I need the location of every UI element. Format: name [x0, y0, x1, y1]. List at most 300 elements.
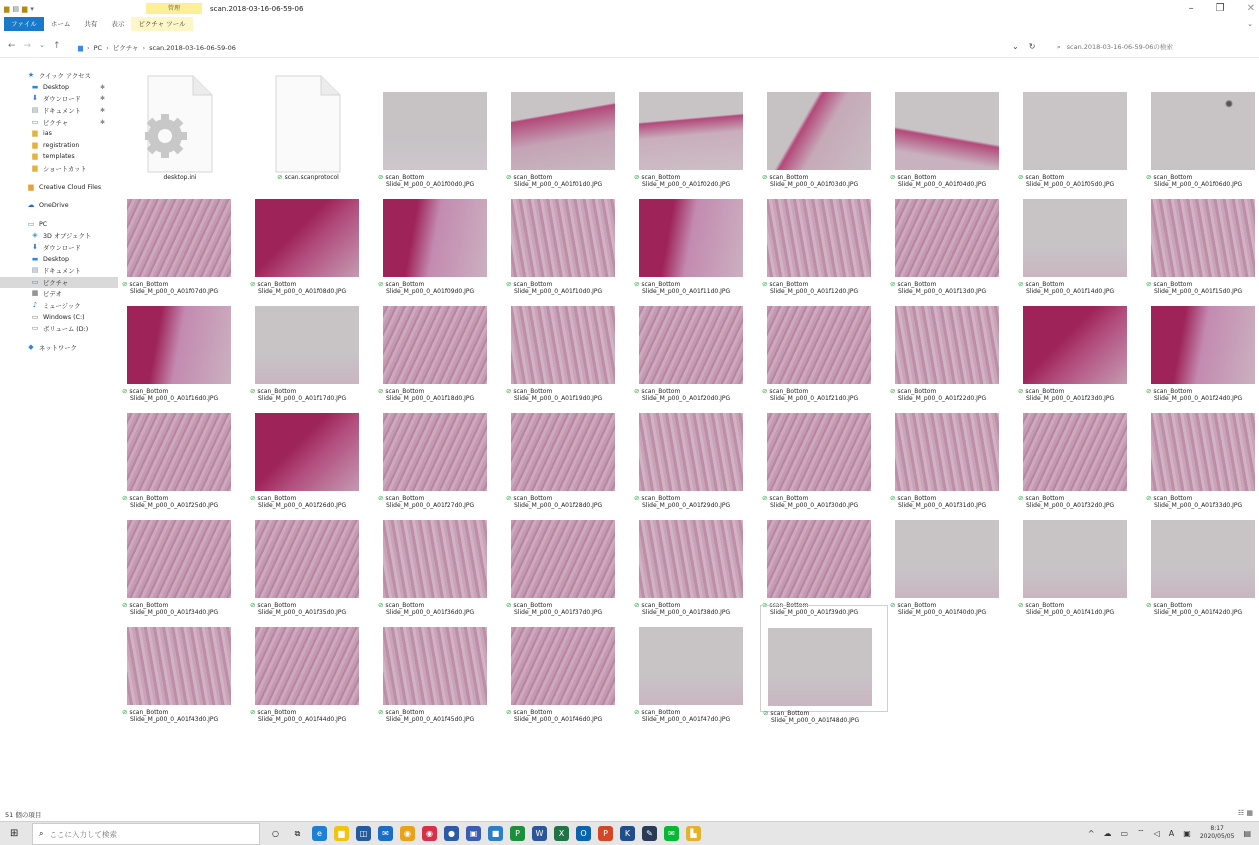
image-thumbnail	[511, 627, 615, 705]
app-blue-icon[interactable]: ▣	[466, 826, 481, 841]
recent-locations-icon[interactable]: ⌄	[39, 41, 45, 49]
pictures-folder-icon: ▆	[78, 43, 83, 52]
file-name-line1: scan_Bottom	[129, 602, 169, 609]
file-name-line1: scan_Bottom	[769, 174, 809, 181]
sync-status-icon: ⊘	[506, 708, 512, 716]
drive-icon: ▭	[31, 324, 39, 333]
sync-status-icon: ⊘	[890, 601, 896, 609]
sync-status-icon: ⊘	[122, 280, 128, 288]
file-name-line1: scan_Bottom	[769, 495, 809, 502]
breadcrumb-folder[interactable]: scan.2018-03-16-06-59-06	[149, 43, 236, 52]
file-name-line2: Slide_M_p00_0_A01f10d0.JPG	[514, 288, 603, 296]
image-tile[interactable]	[888, 177, 1016, 296]
clock-time: 8:17	[1210, 825, 1224, 832]
powerpoint-icon[interactable]: P	[598, 826, 613, 841]
file-name-line1: scan_Bottom	[513, 388, 553, 395]
sync-status-icon: ⊘	[1146, 601, 1152, 609]
file-name-line1: scan_Bottom	[1153, 495, 1193, 502]
address-bar	[0, 36, 1259, 58]
chevron-right-icon: ›	[87, 43, 90, 52]
sidebar-item-label: ミュージック	[43, 302, 81, 310]
breadcrumb-pictures[interactable]: ピクチャ	[112, 44, 139, 52]
file-name-line1: scan_Bottom	[1025, 495, 1065, 502]
image-thumbnail	[127, 306, 231, 384]
image-thumbnail	[639, 306, 743, 384]
image-tile[interactable]	[376, 177, 504, 296]
image-thumbnail	[895, 199, 999, 277]
file-name-line2: Slide_M_p00_0_A01f13d0.JPG	[898, 288, 987, 296]
sync-status-icon: ⊘	[378, 601, 384, 609]
file-name	[1146, 602, 1259, 616]
sidebar-item-label: ビデオ	[43, 291, 62, 299]
file-name-line2: Slide_M_p00_0_A01f34d0.JPG	[130, 609, 219, 617]
sync-status-icon: ⊘	[1018, 173, 1024, 181]
image-tile[interactable]	[120, 605, 248, 724]
file-name-line1: scan_Bottom	[770, 710, 810, 717]
chevron-up-icon[interactable]: ^	[1087, 828, 1095, 838]
sync-status-icon: ⊘	[506, 601, 512, 609]
sync-status-icon: ⊘	[634, 173, 640, 181]
image-tile[interactable]	[1016, 284, 1144, 403]
search-box[interactable]	[1057, 40, 1247, 54]
image-tile[interactable]	[888, 498, 1016, 617]
image-tile[interactable]	[248, 391, 376, 510]
app-teal-icon[interactable]: ■	[488, 826, 503, 841]
image-tile[interactable]	[1016, 70, 1144, 189]
clock[interactable]	[1200, 825, 1235, 841]
forward-icon[interactable]: →	[23, 41, 32, 51]
app-dark-icon[interactable]: ✎	[642, 826, 657, 841]
file-name-line1: scan_Bottom	[769, 388, 809, 395]
chevron-down-icon[interactable]: ⌄	[1247, 20, 1253, 28]
app-k-icon[interactable]: K	[620, 826, 635, 841]
image-tile[interactable]	[376, 391, 504, 510]
image-thumbnail	[767, 306, 871, 384]
file-name-line2: Slide_M_p00_0_A01f00d0.JPG	[386, 181, 475, 189]
file-name-line1: scan_Bottom	[513, 602, 553, 609]
file-name-line1: scan_Bottom	[641, 388, 681, 395]
volume-icon[interactable]: ◁	[1153, 828, 1160, 838]
image-thumbnail	[127, 520, 231, 598]
sync-status-icon: ⊘	[634, 387, 640, 395]
chrome-icon[interactable]: ◉	[400, 826, 415, 841]
file-tile[interactable]	[120, 70, 248, 181]
file-name	[890, 602, 1018, 616]
sidebar-item-pc-child[interactable]	[0, 277, 118, 289]
sync-status-icon: ⊘	[1146, 387, 1152, 395]
restore-icon[interactable]: ❐	[1215, 3, 1225, 14]
image-thumbnail	[639, 92, 743, 170]
refresh-icon[interactable]: ↻	[1028, 42, 1036, 51]
image-tile[interactable]	[1016, 177, 1144, 296]
excel-icon[interactable]: X	[554, 826, 569, 841]
sidebar-item-label: クイック アクセス	[39, 73, 91, 81]
file-name	[763, 710, 891, 724]
file-name-line1: scan_Bottom	[641, 495, 681, 502]
image-tile[interactable]	[760, 605, 888, 725]
image-tile[interactable]	[1016, 498, 1144, 617]
image-tile[interactable]	[1144, 391, 1259, 510]
image-tile[interactable]	[376, 498, 504, 617]
sidebar-item-qa[interactable]	[0, 93, 118, 105]
image-thumbnail	[1151, 520, 1255, 598]
sync-status-icon: ⊘	[506, 387, 512, 395]
pin-icon: ✱	[100, 118, 106, 126]
ime-indicator[interactable]: A	[1168, 828, 1175, 838]
sidebar-item-network[interactable]	[0, 341, 118, 353]
notification-icon[interactable]: ▤	[1243, 828, 1251, 838]
tab-picture-tools[interactable]: ピクチャ ツール	[131, 17, 192, 31]
ime-pad-icon[interactable]: ▣	[1183, 828, 1191, 838]
image-thumbnail	[383, 413, 487, 491]
sync-status-icon: ⊘	[122, 601, 128, 609]
file-name-line2: Slide_M_p00_0_A01f16d0.JPG	[130, 395, 219, 403]
file-name-line1: scan_Bottom	[641, 174, 681, 181]
image-tile[interactable]	[504, 605, 632, 724]
image-thumbnail	[895, 92, 999, 170]
taskbar-search-input[interactable]	[49, 830, 239, 839]
sync-status-icon: ⊘	[250, 494, 256, 502]
sync-status-icon: ⊘	[378, 708, 384, 716]
sidebar-spacer	[0, 212, 118, 219]
tab-home[interactable]: ホーム	[50, 20, 71, 28]
image-thumbnail	[1023, 306, 1127, 384]
image-thumbnail	[768, 628, 872, 706]
file-name-line1: scan_Bottom	[1153, 174, 1193, 181]
file-name-line1: scan_Bottom	[257, 495, 297, 502]
sidebar-item-creative-cloud[interactable]	[0, 181, 118, 193]
image-thumbnail	[511, 199, 615, 277]
image-thumbnail	[383, 627, 487, 705]
store-icon[interactable]: ◫	[356, 826, 371, 841]
sidebar-item-qa[interactable]	[0, 128, 118, 140]
chevron-down-icon[interactable]: ▾	[30, 5, 34, 13]
task-view-icon[interactable]: ⧉	[294, 829, 301, 838]
close-icon[interactable]: ✕	[1246, 3, 1255, 14]
file-name-line1: scan_Bottom	[641, 709, 681, 716]
image-tile[interactable]	[888, 391, 1016, 510]
sidebar-item-pc-child[interactable]	[0, 323, 118, 335]
windows-start-icon[interactable]: ⊞	[10, 828, 19, 839]
pin-icon: ✱	[100, 83, 106, 91]
file-name-line1: scan_Bottom	[129, 388, 169, 395]
image-thumbnail	[511, 520, 615, 598]
image-tile[interactable]	[504, 498, 632, 617]
file-name-line1: scan_Bottom	[1025, 388, 1065, 395]
sync-status-icon: ⊘	[250, 387, 256, 395]
image-thumbnail	[1023, 520, 1127, 598]
image-thumbnail	[1151, 92, 1255, 170]
image-tile[interactable]	[632, 70, 760, 189]
onedrive-tray-icon[interactable]: ☁	[1103, 828, 1112, 838]
image-tile[interactable]	[248, 177, 376, 296]
sidebar-spacer	[0, 334, 118, 341]
file-name-line2: Slide_M_p00_0_A01f08d0.JPG	[258, 288, 347, 296]
file-name-line1: scan_Bottom	[641, 281, 681, 288]
image-tile[interactable]	[120, 177, 248, 296]
sidebar-item-pc-child[interactable]	[0, 288, 118, 300]
back-icon[interactable]: ←	[8, 41, 16, 51]
image-tile[interactable]	[632, 391, 760, 510]
image-tile[interactable]	[248, 605, 376, 724]
image-thumbnail	[767, 199, 871, 277]
document-icon: ▤	[31, 106, 39, 115]
image-tile[interactable]	[888, 284, 1016, 403]
image-thumbnail	[255, 520, 359, 598]
file-name-line2: Slide_M_p00_0_A01f45d0.JPG	[386, 716, 475, 724]
image-thumbnail	[383, 199, 487, 277]
file-name-line1: scan_Bottom	[1153, 281, 1193, 288]
word-icon[interactable]: W	[532, 826, 547, 841]
sidebar-item-label: templates	[43, 153, 75, 161]
image-tile[interactable]	[1144, 70, 1259, 189]
folder-icon: ▆	[32, 129, 38, 138]
image-tile[interactable]	[120, 391, 248, 510]
navigation-buttons	[8, 41, 61, 51]
navigation-pane	[0, 70, 118, 810]
file-name-line2: Slide_M_p00_0_A01f27d0.JPG	[386, 502, 475, 510]
ribbon-tabs	[0, 16, 1259, 32]
pin-icon: ✱	[100, 107, 106, 115]
sidebar-item-pc[interactable]	[0, 219, 118, 231]
folder-icon[interactable]: ▆	[4, 5, 10, 13]
sync-status-icon: ⊘	[277, 173, 285, 181]
taskbar-search[interactable]	[32, 823, 260, 845]
image-tile[interactable]	[632, 498, 760, 617]
pycharm-icon[interactable]: P	[510, 826, 525, 841]
file-name-line2: Slide_M_p00_0_A01f18d0.JPG	[386, 395, 475, 403]
sidebar-item-label: OneDrive	[39, 202, 69, 210]
image-thumbnail	[639, 520, 743, 598]
file-name-line1: scan_Bottom	[129, 281, 169, 288]
breadcrumb-pc[interactable]: PC	[93, 43, 103, 52]
image-tile[interactable]	[760, 177, 888, 296]
image-tile[interactable]	[504, 284, 632, 403]
file-name-line1: scan_Bottom	[769, 602, 809, 609]
file-name-line2: Slide_M_p00_0_A01f17d0.JPG	[258, 395, 347, 403]
document-icon: ▤	[31, 266, 39, 275]
cortana-icon[interactable]: ○	[272, 829, 279, 838]
file-name-line2: Slide_M_p00_0_A01f22d0.JPG	[898, 395, 987, 403]
image-thumbnail	[383, 92, 487, 170]
image-tile[interactable]	[376, 284, 504, 403]
search-icon: ⌕	[39, 829, 44, 838]
file-name-line2: Slide_M_p00_0_A01f14d0.JPG	[1026, 288, 1115, 296]
sidebar-item-pc-child[interactable]	[0, 265, 118, 277]
github-icon[interactable]: ●	[444, 826, 459, 841]
image-tile[interactable]	[1144, 284, 1259, 403]
file-name-line2: Slide_M_p00_0_A01f29d0.JPG	[642, 502, 731, 510]
sidebar-item-qa[interactable]	[0, 151, 118, 163]
search-input[interactable]	[1067, 43, 1237, 51]
sidebar-item-label: ドキュメント	[43, 108, 81, 116]
file-name-line1: scan_Bottom	[257, 602, 297, 609]
mail-icon[interactable]: ✉	[378, 826, 393, 841]
clock-date: 2020/05/05	[1199, 833, 1235, 840]
image-thumbnail	[639, 413, 743, 491]
image-thumbnail	[255, 413, 359, 491]
breadcrumb[interactable]	[78, 43, 236, 52]
image-tile[interactable]	[760, 284, 888, 403]
sync-status-icon: ⊘	[122, 708, 128, 716]
file-name-line2: Slide_M_p00_0_A01f26d0.JPG	[258, 502, 347, 510]
pc-icon: ▭	[27, 219, 35, 228]
file-name-line2: Slide_M_p00_0_A01f32d0.JPG	[1026, 502, 1115, 510]
file-name-line2: Slide_M_p00_0_A01f03d0.JPG	[770, 181, 859, 189]
file-name-line2: Slide_M_p00_0_A01f19d0.JPG	[514, 395, 603, 403]
sync-status-icon: ⊘	[506, 280, 512, 288]
creative-cloud-icon: ▆	[28, 182, 34, 191]
context-tab-group: 管理	[146, 3, 202, 14]
file-name-line1: scan_Bottom	[257, 281, 297, 288]
file-name-line1: scan_Bottom	[1025, 602, 1065, 609]
window-controls	[1189, 3, 1255, 14]
image-thumbnail	[1023, 92, 1127, 170]
file-name-line1: scan_Bottom	[257, 388, 297, 395]
image-tile[interactable]	[632, 605, 760, 724]
sidebar-item-pc-child[interactable]	[0, 300, 118, 312]
desktop-icon: ▬	[31, 82, 39, 91]
file-explorer-icon[interactable]: ▆	[334, 826, 349, 841]
tab-view[interactable]: 表示	[111, 20, 125, 28]
sidebar-item-label: 3D オブジェクト	[43, 233, 92, 241]
image-thumbnail	[255, 199, 359, 277]
file-name-line1: scan_Bottom	[385, 174, 425, 181]
image-tile[interactable]	[120, 284, 248, 403]
image-tile[interactable]	[504, 177, 632, 296]
image-tile[interactable]	[248, 498, 376, 617]
sidebar-item-label: Creative Cloud Files	[39, 183, 102, 191]
sidebar-item-qa[interactable]	[0, 140, 118, 152]
image-tile[interactable]	[376, 605, 504, 724]
chevron-down-icon[interactable]: ⌄	[1012, 42, 1019, 51]
sidebar-item-pc-child[interactable]	[0, 311, 118, 323]
image-thumbnail	[767, 92, 871, 170]
image-thumbnail	[127, 627, 231, 705]
sidebar-item-label: ネットワーク	[39, 344, 77, 352]
download-icon: ⬇	[32, 94, 38, 103]
file-name-text: desktop.ini	[163, 174, 197, 181]
sidebar-item-onedrive[interactable]	[0, 200, 118, 212]
tab-file[interactable]: ファイル	[4, 17, 44, 31]
image-tile[interactable]	[760, 70, 888, 189]
image-tile[interactable]	[120, 498, 248, 617]
file-name	[378, 709, 506, 723]
properties-icon[interactable]: ▤	[12, 5, 20, 13]
sync-status-icon: ⊘	[890, 173, 896, 181]
file-name-line1: scan_Bottom	[513, 495, 553, 502]
image-tile[interactable]	[632, 284, 760, 403]
sidebar-item-qa[interactable]	[0, 82, 118, 94]
sidebar-item-label: ピクチャ	[43, 279, 68, 287]
file-name-line1: scan_Bottom	[129, 709, 169, 716]
image-tile[interactable]	[1144, 498, 1259, 617]
tab-share[interactable]: 共有	[84, 20, 98, 28]
sync-status-icon: ⊘	[378, 387, 384, 395]
image-tile[interactable]	[1144, 177, 1259, 296]
file-name-line2: Slide_M_p00_0_A01f23d0.JPG	[1026, 395, 1115, 403]
file-name-line1: scan_Bottom	[385, 602, 425, 609]
file-name-line2: Slide_M_p00_0_A01f12d0.JPG	[770, 288, 859, 296]
file-name-line1: scan_Bottom	[897, 174, 937, 181]
view-toggle-icons[interactable]: ☷ ▦	[1237, 809, 1253, 817]
file-name-line1: scan_Bottom	[1153, 602, 1193, 609]
drive-icon: ▭	[31, 312, 39, 321]
minimize-icon[interactable]: –	[1188, 3, 1194, 14]
sidebar-item-pc-child[interactable]	[0, 230, 118, 242]
image-tile[interactable]	[888, 70, 1016, 189]
sidebar-item-label: ショートカット	[43, 166, 87, 174]
image-tile[interactable]	[632, 177, 760, 296]
sync-status-icon: ⊘	[1146, 280, 1152, 288]
file-name-line1: scan_Bottom	[385, 281, 425, 288]
sync-status-icon: ⊘	[378, 494, 384, 502]
file-tile[interactable]	[248, 70, 376, 181]
new-folder-icon[interactable]: ▆	[22, 5, 28, 13]
sidebar-item-label: ドキュメント	[43, 268, 81, 276]
image-tile[interactable]	[1016, 391, 1144, 510]
sidebar-item-pc-child[interactable]	[0, 253, 118, 265]
image-thumbnail	[639, 199, 743, 277]
up-icon[interactable]: ↑	[52, 41, 61, 51]
pin-icon: ✱	[100, 95, 106, 103]
onedrive-icon: ☁	[27, 201, 35, 210]
image-thumbnail	[511, 306, 615, 384]
app-yellow-icon[interactable]: ▙	[686, 826, 701, 841]
3d-objects-icon: ◈	[32, 231, 38, 240]
image-tile[interactable]	[760, 391, 888, 510]
image-tile[interactable]	[760, 498, 888, 617]
file-name-line2: Slide_M_p00_0_A01f43d0.JPG	[130, 716, 219, 724]
file-name-line2: Slide_M_p00_0_A01f46d0.JPG	[514, 716, 603, 724]
sidebar-item-qa[interactable]	[0, 105, 118, 117]
pinned-apps	[268, 826, 701, 841]
sync-status-icon: ⊘	[634, 601, 640, 609]
sync-status-icon: ⊘	[762, 173, 768, 181]
image-tile[interactable]	[376, 70, 504, 189]
file-name-line2: Slide_M_p00_0_A01f31d0.JPG	[898, 502, 987, 510]
image-tile[interactable]	[504, 70, 632, 189]
edge-icon[interactable]: e	[312, 826, 327, 841]
file-name-line1: scan_Bottom	[385, 388, 425, 395]
sidebar-item-label: Windows (C:)	[43, 313, 85, 321]
taskbar	[0, 821, 1259, 845]
app-red-icon[interactable]: ◉	[422, 826, 437, 841]
address-actions	[1012, 42, 1035, 51]
image-thumbnail	[639, 627, 743, 705]
window-title: scan.2018-03-16-06-59-06	[210, 5, 304, 13]
image-thumbnail	[1151, 413, 1255, 491]
wifi-icon[interactable]: ⌔	[1137, 828, 1145, 837]
network-icon[interactable]: ▭	[1120, 828, 1129, 838]
sidebar-item-quick-access[interactable]	[0, 70, 118, 82]
sidebar-item-qa[interactable]	[0, 116, 118, 128]
file-name-line1: scan_Bottom	[897, 602, 937, 609]
image-tile[interactable]	[248, 284, 376, 403]
outlook-icon[interactable]: O	[576, 826, 591, 841]
image-tile[interactable]	[504, 391, 632, 510]
image-thumbnail	[1023, 199, 1127, 277]
sync-status-icon: ⊘	[378, 280, 384, 288]
line-icon[interactable]: ✉	[664, 826, 679, 841]
sidebar-item-qa[interactable]	[0, 163, 118, 175]
file-name-line1: scan_Bottom	[897, 281, 937, 288]
sidebar-item-label: PC	[39, 220, 48, 228]
sidebar-item-pc-child[interactable]	[0, 242, 118, 254]
file-name-line1: scan_Bottom	[257, 709, 297, 716]
image-thumbnail	[255, 627, 359, 705]
music-icon: ♪	[32, 300, 38, 309]
